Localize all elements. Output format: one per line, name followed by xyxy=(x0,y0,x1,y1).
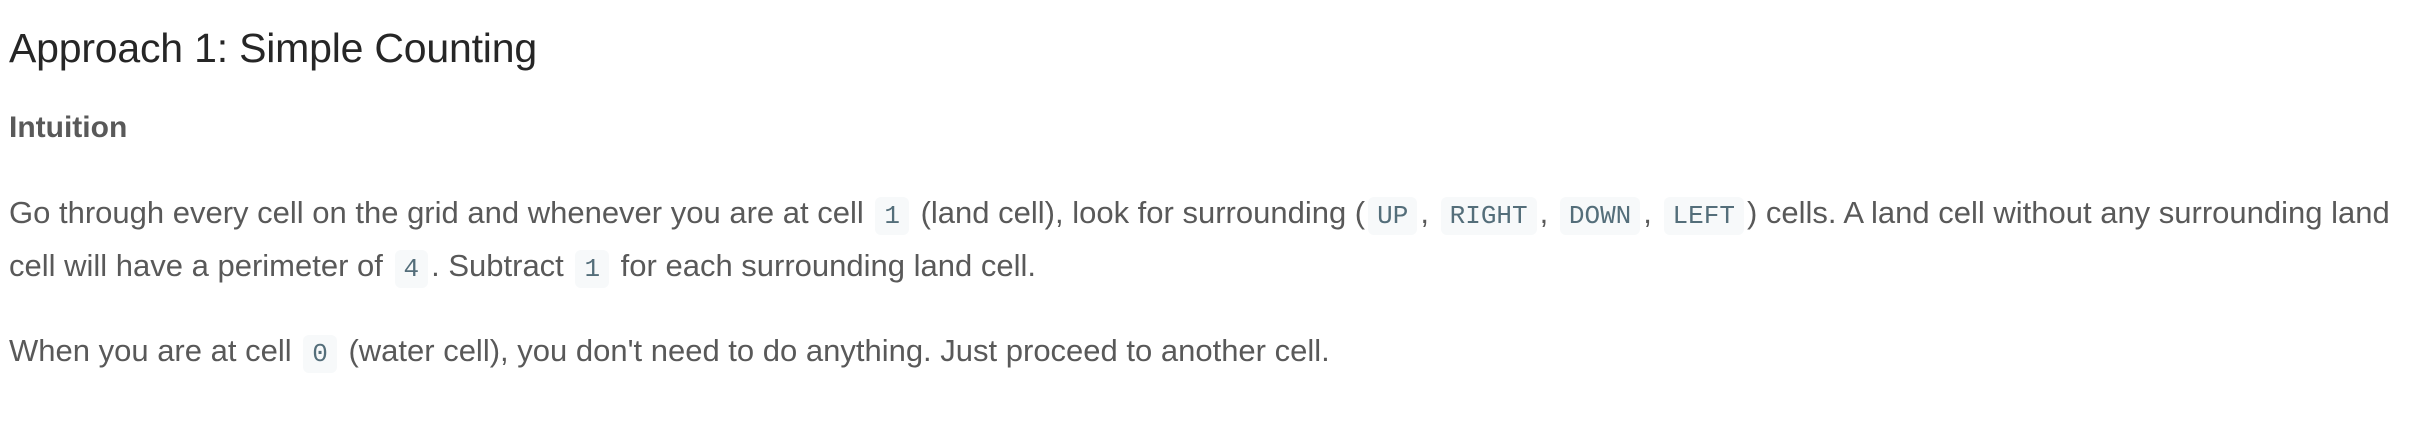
inline-code-right: RIGHT xyxy=(1441,197,1537,235)
text-segment: , xyxy=(1539,195,1549,230)
text-segment: . Subtract xyxy=(431,248,564,283)
article-content xyxy=(9,0,2416,379)
inline-code-left: LEFT xyxy=(1664,197,1744,235)
text-segment: , xyxy=(1643,195,1652,230)
intuition-paragraph-2 xyxy=(9,326,2416,379)
inline-code-up: UP xyxy=(1368,197,1417,235)
text-segment: (land cell), look for surrounding ( xyxy=(920,195,1366,230)
inline-code-down: DOWN xyxy=(1560,197,1640,235)
text-segment: (water cell), you don't need to do anything. Just proceed to another cell. xyxy=(348,333,1330,368)
inline-code-4: 4 xyxy=(395,250,429,288)
section-title: Approach 1: Simple Counting xyxy=(9,25,537,71)
inline-code-1: 1 xyxy=(875,197,909,235)
intuition-paragraph-1 xyxy=(9,188,2416,294)
intuition-heading: Intuition xyxy=(9,111,128,144)
text-segment: for each surrounding land cell. xyxy=(620,248,1036,283)
inline-code-0: 0 xyxy=(303,335,337,373)
text-segment: ) cells. A land cell without any surrounding land cell will have a perimeter of xyxy=(9,195,2390,283)
text-segment: When you are at cell xyxy=(9,333,292,368)
text-segment: Go through every cell on the grid and whenever you are at cell xyxy=(9,195,864,230)
inline-code-1b: 1 xyxy=(575,250,609,288)
text-segment: , xyxy=(1420,195,1429,230)
